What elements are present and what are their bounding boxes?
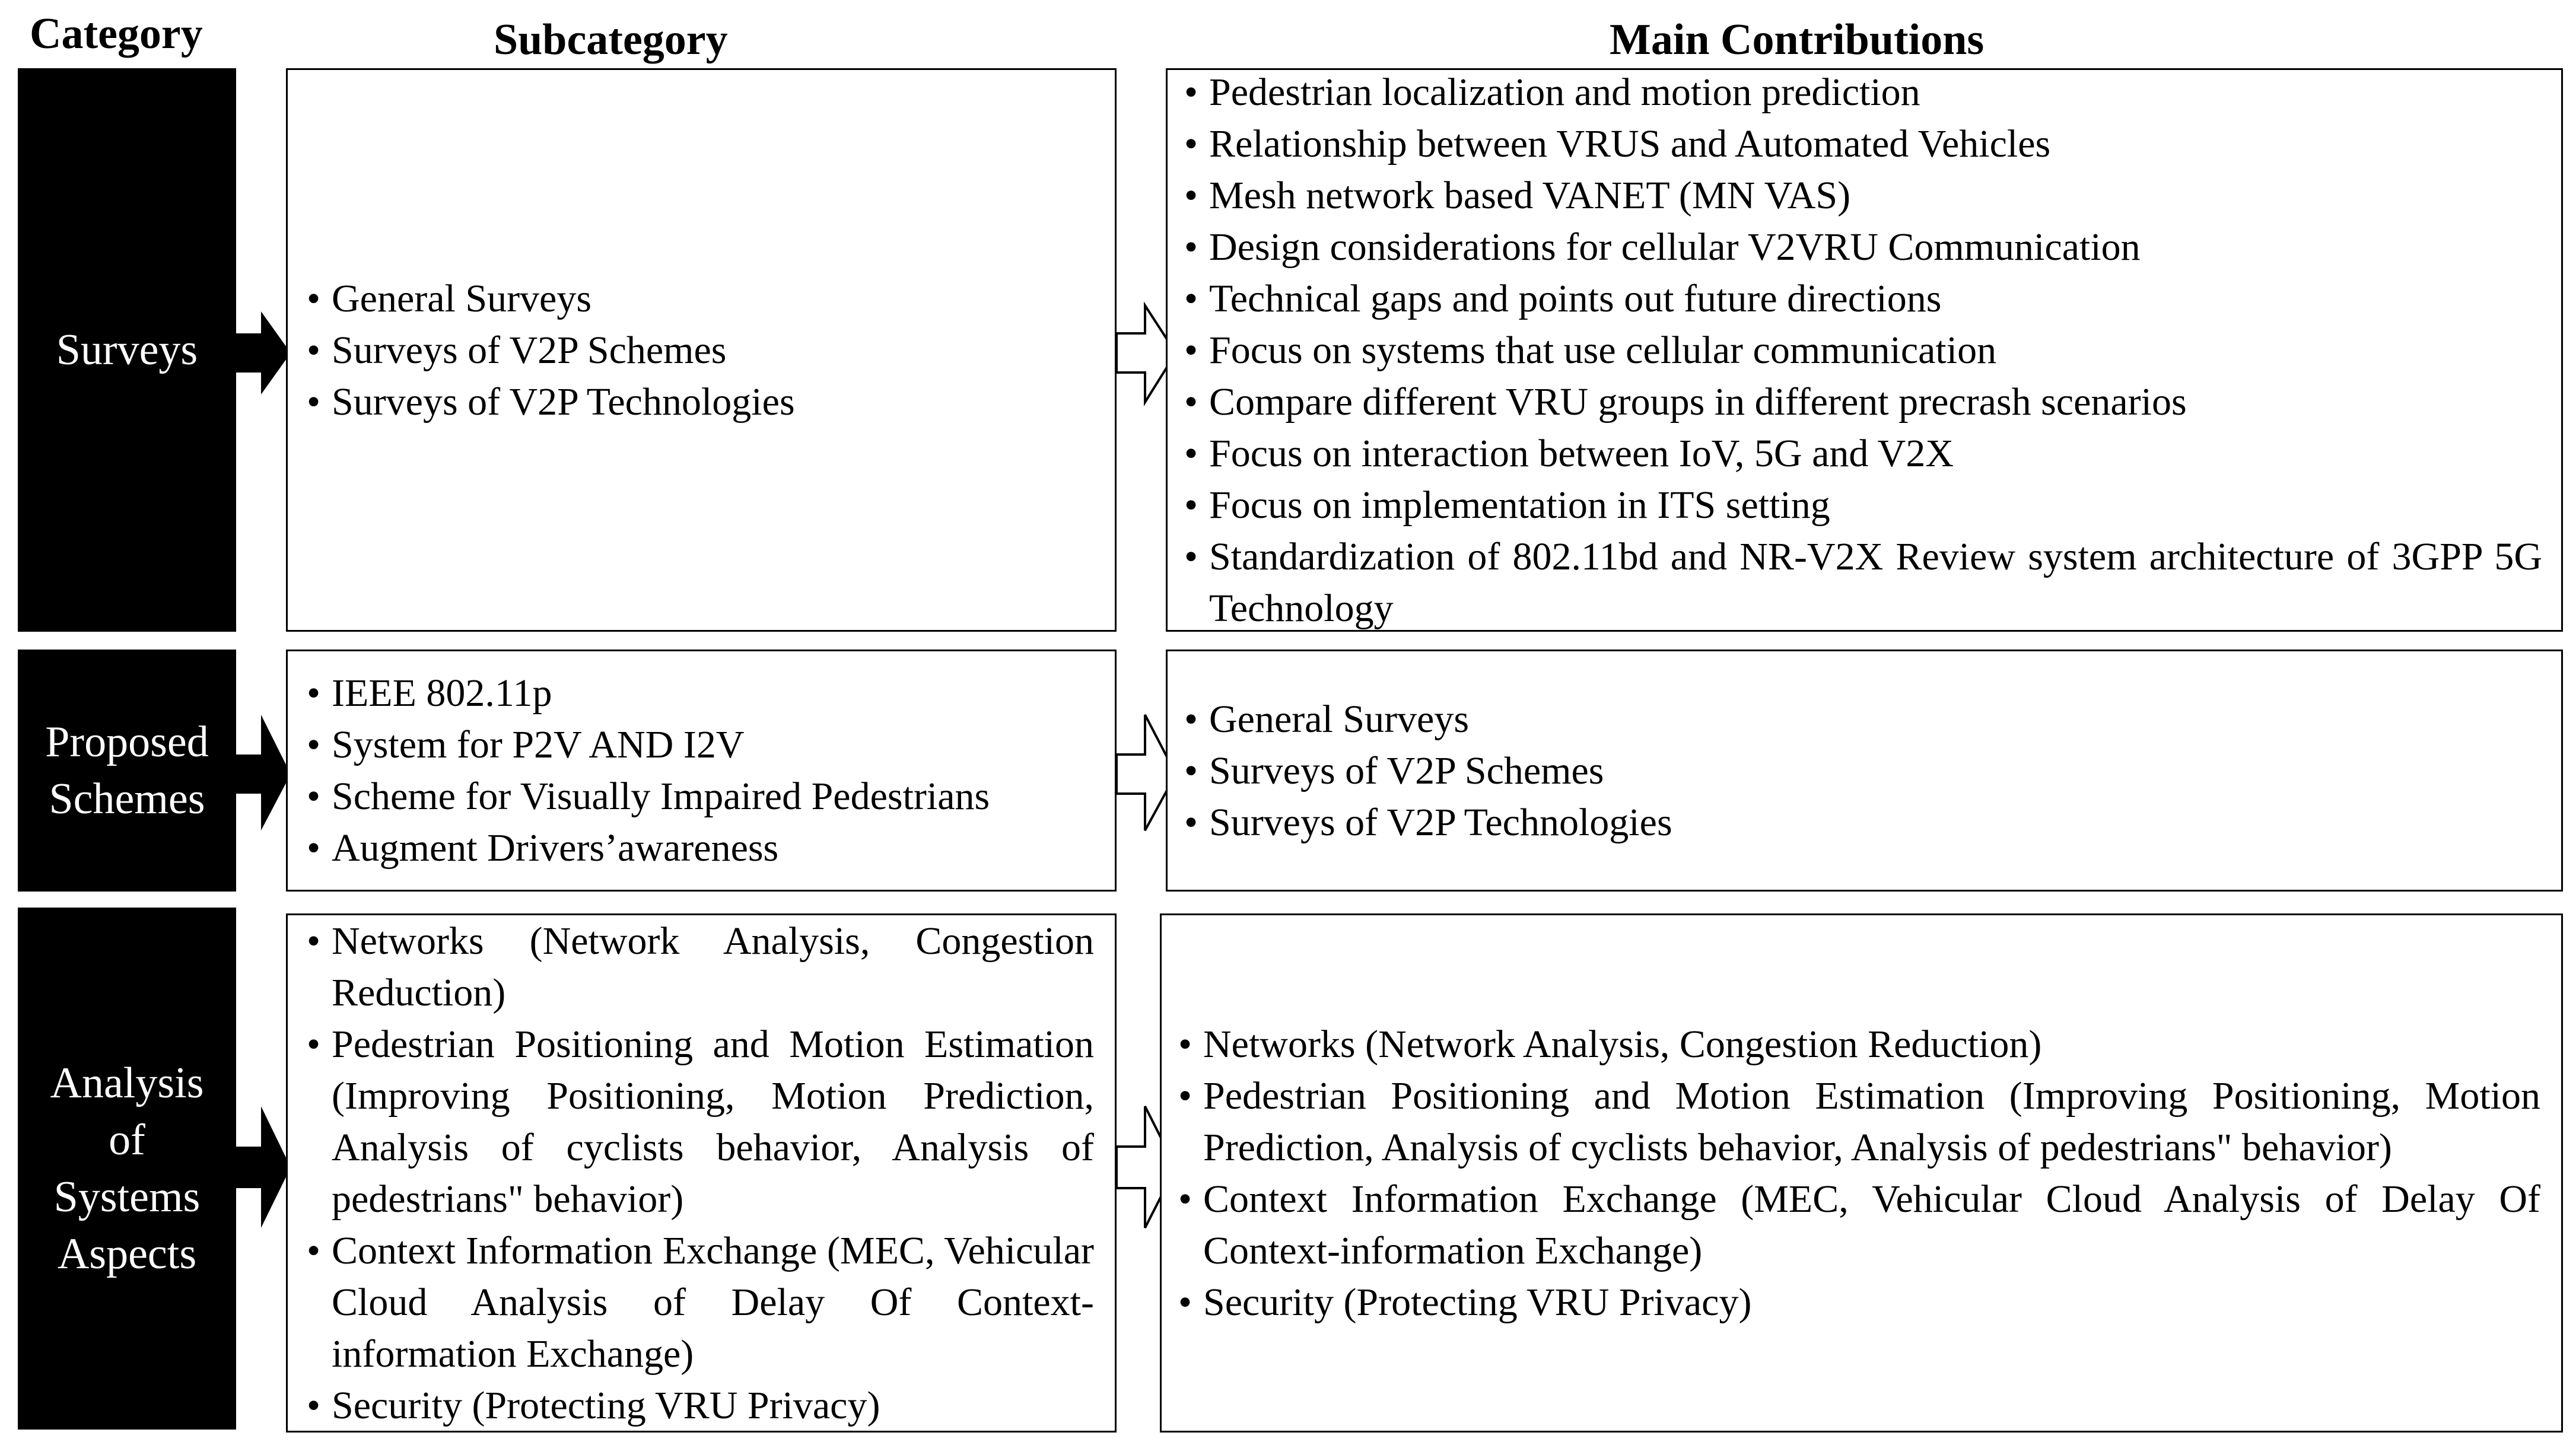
subcategory-box-proposed-schemes — [286, 650, 1117, 892]
subcategory-box-surveys — [286, 68, 1117, 632]
contributions-box-surveys — [1166, 68, 2563, 632]
category-proposed-schemes — [18, 650, 236, 892]
category-label: Systems — [53, 1173, 201, 1221]
category-label: Surveys — [56, 325, 198, 374]
category-surveys — [18, 68, 236, 632]
list-item: • Networks (Network Analysis, Congestion Reduction) — [307, 915, 1094, 1018]
list-item: • Focus on interaction between IoV, 5G and V2X — [1184, 428, 2542, 479]
category-label: Aspects — [57, 1230, 197, 1279]
list-item: • Surveys of V2P Technologies — [307, 376, 1103, 428]
list-item: • General Surveys — [1184, 693, 2542, 745]
list-item: • General Surveys — [307, 273, 1103, 324]
category-label: Analysis — [50, 1058, 204, 1107]
category-header: Category — [30, 9, 203, 58]
category-label: Proposed — [45, 717, 209, 766]
category-label: Schemes — [49, 775, 205, 823]
list-item: • IEEE 802.11p — [307, 667, 1103, 719]
contributions-box-proposed-schemes — [1166, 650, 2563, 892]
list-item: • System for P2V AND I2V — [307, 719, 1103, 771]
contributions-box-analysis — [1160, 913, 2563, 1433]
category-analysis-of-systems-aspects — [18, 908, 236, 1430]
black-arrow-icon — [236, 1106, 291, 1228]
list-item: • Relationship between VRUS and Automated Vehicles — [1184, 118, 2542, 170]
list-item: • Pedestrian localization and motion prediction — [1184, 66, 2542, 118]
list-item: • Security (Protecting VRU Privacy) — [307, 1380, 1094, 1431]
list-item: • Compare different VRU groups in different precrash scenarios — [1184, 376, 2542, 428]
list-item: • Pedestrian Positioning and Motion Estimation (Improving Positioning, Motion Prediction, Analysis of cyclists behavior, Analysis of pedestrians" behavior) — [307, 1018, 1094, 1225]
list-item: • Context Information Exchange (MEC, Vehicular Cloud Analysis of Delay Of Context-information Exchange) — [1178, 1173, 2540, 1277]
subcategory-header: Subcategory — [494, 15, 728, 64]
list-item: • Technical gaps and points out future directions — [1184, 273, 2542, 324]
list-item: • Context Information Exchange (MEC, Vehicular Cloud Analysis of Delay Of Context-information Exchange) — [307, 1225, 1094, 1380]
black-arrow-icon — [236, 311, 291, 394]
main-contributions-header: Main Contributions — [1610, 15, 1985, 64]
list-item: • Design considerations for cellular V2VRU Communication — [1184, 221, 2542, 273]
category-label: of — [109, 1115, 145, 1164]
list-item: • Standardization of 802.11bd and NR-V2X Review system architecture of 3GPP 5G Technology — [1184, 531, 2542, 634]
list-item: • Security (Protecting VRU Privacy) — [1178, 1277, 2540, 1328]
list-item: • Focus on implementation in ITS setting — [1184, 479, 2542, 531]
list-item: • Scheme for Visually Impaired Pedestrians — [307, 771, 1103, 822]
black-arrow-icon — [236, 715, 291, 830]
list-item: • Surveys of V2P Schemes — [307, 324, 1103, 376]
list-item: • Networks (Network Analysis, Congestion Reduction) — [1178, 1018, 2540, 1070]
subcategory-box-analysis — [286, 913, 1117, 1433]
list-item: • Surveys of V2P Technologies — [1184, 797, 2542, 848]
list-item: • Focus on systems that use cellular communication — [1184, 324, 2542, 376]
list-item: • Mesh network based VANET (MN VAS) — [1184, 170, 2542, 221]
list-item: • Augment Drivers’awareness — [307, 822, 1103, 874]
list-item: • Pedestrian Positioning and Motion Estimation (Improving Positioning, Motion Prediction, Analysis of cyclists behavior, Analysis of pedestrians" behavior) — [1178, 1070, 2540, 1173]
list-item: • Surveys of V2P Schemes — [1184, 745, 2542, 797]
